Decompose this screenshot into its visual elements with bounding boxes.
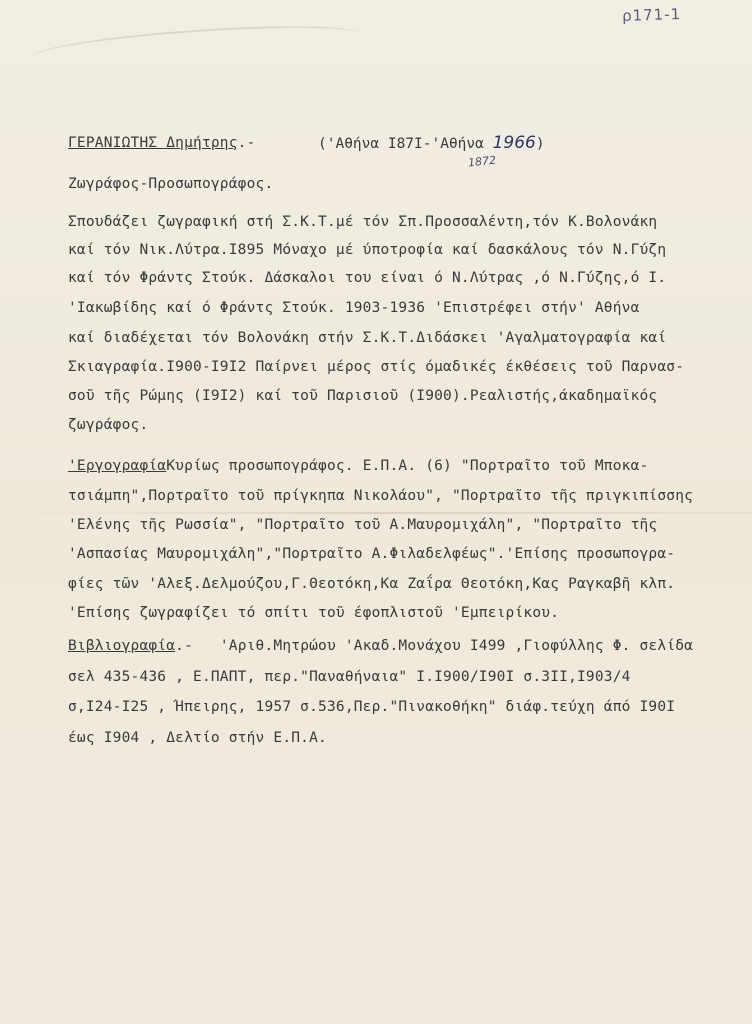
- paper-fold: [0, 512, 752, 514]
- heading-line: [68, 133, 256, 153]
- works-label: 'Εργογραφία: [68, 458, 167, 474]
- bibliography-line: σελ 435-436 , Ε.ΠΑΠΤ, περ."Παναθήναια" Ι.Ι900/Ι90Ι σ.3ΙΙ,Ι903/4: [68, 669, 631, 685]
- archive-mark: ρ171-1: [621, 4, 682, 26]
- bio-line: καί τόν Νικ.Λύτρα.Ι895 Μόναχο μέ ύποτροφία καί δασκάλους τόν Ν.Γύζη: [68, 242, 667, 258]
- works-line: 'Επίσης ζωγραφίζει τό σπίτι τοῦ έφοπλιστοῦ 'Εμπειρίκου.: [68, 605, 560, 621]
- bibliography-text: 'Αριθ.Μητρώου 'Ακαδ.Μονάχου Ι499 ,Γιοφύλλης Φ. σελίδα: [219, 638, 694, 654]
- bibliography-line: σ,Ι24-Ι25 , Ήπειρης, 1957 σ.536,Περ."Πινακοθήκη" διάφ.τεύχη άπό Ι90Ι: [68, 699, 676, 715]
- bio-line: καί τόν Φράντς Στούκ. Δάσκαλοι του είναι ό Ν.Λύτρας ,ό Ν.Γύζης,ό Ι.: [68, 270, 667, 286]
- artist-name-suffix: .-: [237, 135, 256, 151]
- paper-smudge: [29, 19, 360, 74]
- works-line: [68, 456, 648, 476]
- death-year-handwritten: 1966: [492, 133, 536, 153]
- artist-name: ΓΕΡΑΝΙΩΤΗΣ Δημήτρης: [68, 135, 238, 151]
- works-line: 'Ασπασίας Μαυρομιχάλη","Πορτραῖτο Α.Φιλαδελφέως".'Επίσης προσωπογρα-: [68, 546, 676, 562]
- dates-suffix: ): [535, 136, 545, 152]
- birth-year-correction: 1872: [467, 153, 497, 170]
- profession: Ζωγράφος-Προσωπογράφος.: [68, 176, 274, 192]
- works-text: Κυρίως προσωπογράφος. Ε.Π.Α. (6) "Πορτραῖτο τοῦ Μποκα-: [166, 458, 649, 474]
- bio-line: Σπουδάζει ζωγραφική στή Σ.Κ.Τ.μέ τόν Σπ.Προσσαλέντη,τόν Κ.Βολονάκη: [68, 214, 658, 230]
- bibliography-line: έως Ι904 , Δελτίο στήν Ε.Π.Α.: [68, 730, 327, 746]
- life-dates: [318, 133, 545, 153]
- bio-line: καί διαδέχεται τόν Βολονάκη στήν Σ.Κ.Τ.Διδάσκει 'Αγαλματογραφία καί: [68, 330, 667, 346]
- bio-line: ζωγράφος.: [68, 417, 149, 433]
- works-line: φίες τῶν 'Αλεξ.Δελμούζου,Γ.Θεοτόκη,Κα Ζαΐρα Θεοτόκη,Κας Ραγκαβῆ κλπ.: [68, 576, 676, 592]
- bibliography-label: Βιβλιογραφία: [68, 638, 176, 654]
- bibliography-sep: .-: [175, 638, 220, 654]
- bio-line: Σκιαγραφία.Ι900-Ι9Ι2 Παίρνει μέρος στίς όμαδικές έκθέσεις τοῦ Παρνασ-: [68, 359, 685, 375]
- works-line: τσιάμπη",Πορτραῖτο τοῦ πρίγκηπα Νικολάου", "Πορτραῖτο τῆς πριγκιπίσσης: [68, 488, 694, 504]
- bio-line: 'Ιακωβίδης καί ό Φράντς Στούκ. 1903-1936 'Επιστρέφει στήν' Αθήνα: [68, 300, 640, 316]
- bibliography-line: [68, 636, 693, 656]
- bio-line: σοῦ τῆς Ρώμης (Ι9Ι2) καί τοῦ Παρισιοῦ (Ι900).Ρεαλιστής,άκαδημαϊκός: [68, 388, 658, 404]
- dates-prefix: ('Αθήνα Ι87Ι-'Αθήνα: [318, 136, 493, 152]
- works-line: 'Ελένης τῆς Ρωσσία", "Πορτραῖτο τοῦ Α.Μαυρομιχάλη", "Πορτραῖτο τῆς: [68, 517, 658, 533]
